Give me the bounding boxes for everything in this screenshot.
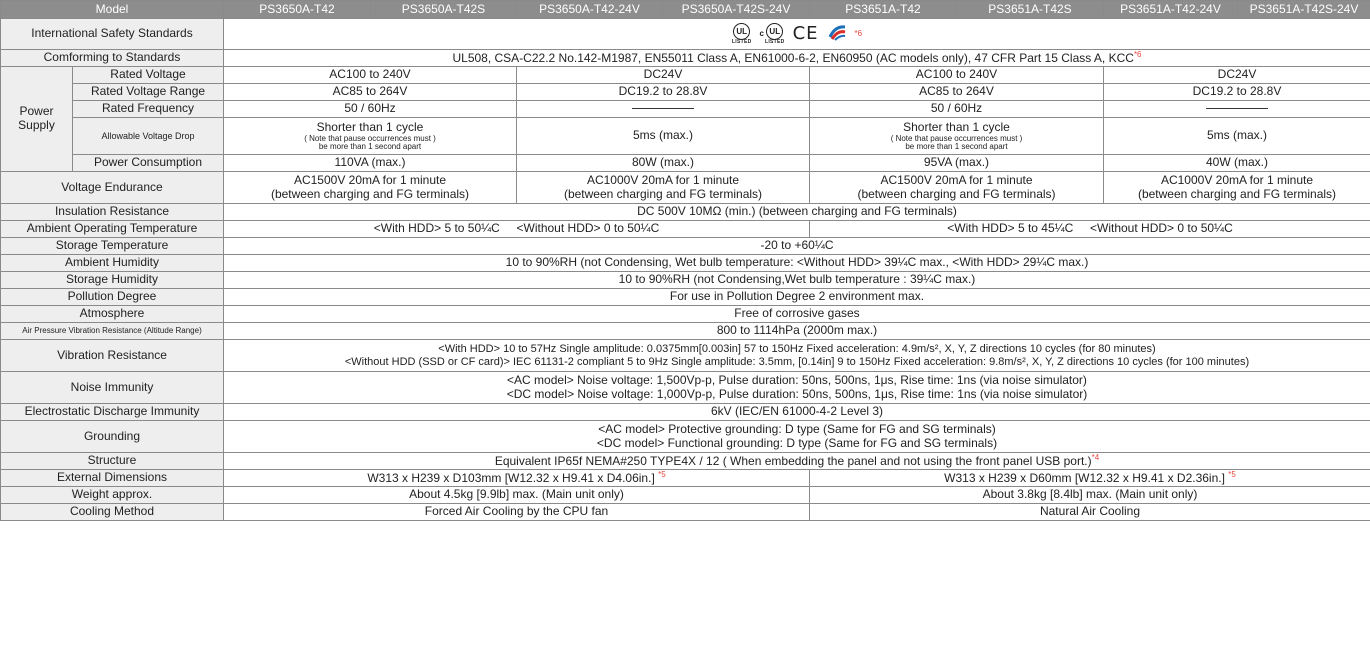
safety-marks [224,19,1370,50]
endurance-label: Voltage Endurance [1,172,224,204]
rated-voltage-value: AC100 to 240V [810,67,1104,84]
pollution-value: For use in Pollution Degree 2 environment max. [224,289,1370,306]
dash-line [632,108,694,109]
endurance-row [1,172,1370,204]
cooling-left: Forced Air Cooling by the CPU fan [224,504,810,521]
model-name: PS3651A-T42 [810,1,957,19]
ul-listed-icon: UL LISTED [732,23,752,46]
footnote-6: *6 [854,29,863,39]
consumption-label: Power Consumption [73,155,224,172]
noise-label: Noise Immunity [1,372,224,404]
cul-listed-icon: c UL LISTED [760,23,785,46]
noise-row [1,372,1370,404]
dimensions-left: W313 x H239 x D103mm [W12.32 x H9.41 x D4.06in.] $^{*5}$ [224,470,810,487]
footnote-4: *4 [1091,453,1100,463]
insulation-value: DC 500V 10MΩ (min.) (between charging and FG terminals) [224,204,1370,221]
rated-voltage-value: DC24V [1104,67,1370,84]
air-pressure-label: Air Pressure Vibration Resistance (Altitude Range) [1,323,224,340]
voltage-drop-dc: 5ms (max.) [1104,118,1370,155]
ambient-humidity-value: 10 to 90%RH (not Condensing, Wet bulb temperature: <Without HDD> 39¼C max., <With HDD> 29¼C max.) [224,255,1370,272]
voltage-drop-ac: Shorter than 1 cycle ( Note that pause occurrences must ) be more than 1 second apart [810,118,1104,155]
atmosphere-row [1,306,1370,323]
air-pressure-value: 800 to 1114hPa (2000m max.) [224,323,1370,340]
conforming-value: UL508, CSA-C22.2 No.142-M1987, EN55011 Class A, EN61000-6-2, EN60950 (AC models only), 47 CFR Part 15 Class A, KCC$^{*6}$ [224,50,1370,67]
ambient-humidity-label: Ambient Humidity [1,255,224,272]
atmosphere-value: Free of corrosive gases [224,306,1370,323]
frequency-label: Rated Frequency [73,101,224,118]
endurance-value: AC1000V 20mA for 1 minute (between charging and FG terminals) [1104,172,1370,204]
storage-temp-value: -20 to +60¼C [224,238,1370,255]
conforming-label: Comforming to Standards [1,50,224,67]
model-header: Model [1,1,224,19]
dimensions-right: W313 x H239 x D60mm [W12.32 x H9.41 x D2.36in.] $^{*5}$ [810,470,1370,487]
ambient-temp-right: <With HDD> 5 to 45¼C <Without HDD> 0 to 50¼C [810,221,1370,238]
voltage-range-value: DC19.2 to 28.8V [517,84,810,101]
storage-humidity-value: 10 to 90%RH (not Condensing,Wet bulb temperature : 39¼C max.) [224,272,1370,289]
footnote-5: *5 [1228,470,1236,480]
dimensions-label: External Dimensions [1,470,224,487]
voltage-drop-row [1,118,1370,155]
cooling-label: Cooling Method [1,504,224,521]
ambient-humidity-row [1,255,1370,272]
vibration-label: Vibration Resistance [1,340,224,372]
weight-label: Weight approx. [1,487,224,504]
voltage-range-label: Rated Voltage Range [73,84,224,101]
voltage-range-value: AC85 to 264V [224,84,517,101]
consumption-row [1,155,1370,172]
vibration-row [1,340,1370,372]
conforming-row [1,50,1370,67]
structure-row [1,453,1370,470]
esd-row [1,404,1370,421]
rated-voltage-label: Rated Voltage [73,67,224,84]
frequency-row [1,101,1370,118]
ce-icon: CE [792,22,819,44]
power-supply-group-label: Power Supply [1,67,73,172]
intl-safety-label: International Safety Standards [1,19,224,50]
voltage-range-value: AC85 to 264V [810,84,1104,101]
storage-temp-row [1,238,1370,255]
weight-left: About 4.5kg [9.9lb] max. (Main unit only) [224,487,810,504]
consumption-value: 80W (max.) [517,155,810,172]
dash-line [1206,108,1268,109]
rated-voltage-value: AC100 to 240V [224,67,517,84]
dimensions-row [1,470,1370,487]
model-name: PS3651A-T42-24V [1104,1,1238,19]
model-name: PS3650A-T42 [224,1,371,19]
storage-humidity-label: Storage Humidity [1,272,224,289]
pollution-label: Pollution Degree [1,289,224,306]
weight-row [1,487,1370,504]
storage-temp-label: Storage Temperature [1,238,224,255]
endurance-value: AC1500V 20mA for 1 minute (between charging and FG terminals) [224,172,517,204]
insulation-label: Insulation Resistance [1,204,224,221]
noise-value: <AC model> Noise voltage: 1,500Vp-p, Pulse duration: 50ns, 500ns, 1μs, Rise time: 1ns (via noise simulator) <DC model> Noise voltage: 1,000Vp-p, Pulse duration: 50ns, 500ns, 1μs, Rise time: 1ns (via noise simulator) [224,372,1370,404]
atmosphere-label: Atmosphere [1,306,224,323]
footnote-5: *5 [658,470,666,480]
pollution-row [1,289,1370,306]
model-name: PS3650A-T42S [371,1,517,19]
ambient-temp-left: <With HDD> 5 to 50¼C <Without HDD> 0 to 50¼C [224,221,810,238]
ambient-temp-label: Ambient Operating Temperature [1,221,224,238]
model-name: PS3651A-T42S-24V [1238,1,1370,19]
model-name: PS3650A-T42S-24V [663,1,810,19]
structure-value: Equivalent IP65f NEMA#250 TYPE4X / 12 ( When embedding the panel and not using the front panel USB port.)$^{*4}$ [224,453,1370,470]
voltage-drop-label: Allowable Voltage Drop [73,118,224,155]
model-name: PS3650A-T42-24V [517,1,663,19]
insulation-row [1,204,1370,221]
air-pressure-row [1,323,1370,340]
structure-label: Structure [1,453,224,470]
frequency-value: 50 / 60Hz [224,101,517,118]
grounding-label: Grounding [1,421,224,453]
weight-right: About 3.8kg [8.4lb] max. (Main unit only) [810,487,1370,504]
kc-icon [827,23,847,45]
footnote-6: *6 [1133,50,1142,60]
ambient-temp-row [1,221,1370,238]
frequency-na [1104,101,1370,118]
cooling-right: Natural Air Cooling [810,504,1370,521]
rated-voltage-value: DC24V [517,67,810,84]
grounding-row [1,421,1370,453]
consumption-value: 95VA (max.) [810,155,1104,172]
esd-value: 6kV (IEC/EN 61000-4-2 Level 3) [224,404,1370,421]
voltage-range-value: DC19.2 to 28.8V [1104,84,1370,101]
header-row [1,1,1370,19]
rated-voltage-row [1,67,1370,84]
endurance-value: AC1000V 20mA for 1 minute (between charging and FG terminals) [517,172,810,204]
consumption-value: 40W (max.) [1104,155,1370,172]
model-name: PS3651A-T42S [957,1,1104,19]
storage-humidity-row [1,272,1370,289]
frequency-value: 50 / 60Hz [810,101,1104,118]
grounding-value: <AC model> Protective grounding: D type (Same for FG and SG terminals) <DC model> Functional grounding: D type (Same for FG and SG terminals) [224,421,1370,453]
vibration-value: <With HDD> 10 to 57Hz Single amplitude: 0.0375mm[0.003in] 57 to 150Hz Fixed acceleration: 4.9m/s², X, Y, Z directions 10 cycles (for 80 minutes) <Without HDD (SSD or CF card)> IEC 61131-2 compliant 5 to 9Hz Single amplitude: 3.5mm, [0.14in] 9 to 150Hz Fixed acceleration: 9.8m/s², X, Y, Z directions 10 cycles (for 100 minutes) [224,340,1370,372]
esd-label: Electrostatic Discharge Immunity [1,404,224,421]
voltage-range-row [1,84,1370,101]
endurance-value: AC1500V 20mA for 1 minute (between charging and FG terminals) [810,172,1104,204]
voltage-drop-ac: Shorter than 1 cycle ( Note that pause occurrences must ) be more than 1 second apart [224,118,517,155]
consumption-value: 110VA (max.) [224,155,517,172]
intl-safety-row [1,19,1370,50]
frequency-na [517,101,810,118]
cooling-row [1,504,1370,521]
voltage-drop-dc: 5ms (max.) [517,118,810,155]
